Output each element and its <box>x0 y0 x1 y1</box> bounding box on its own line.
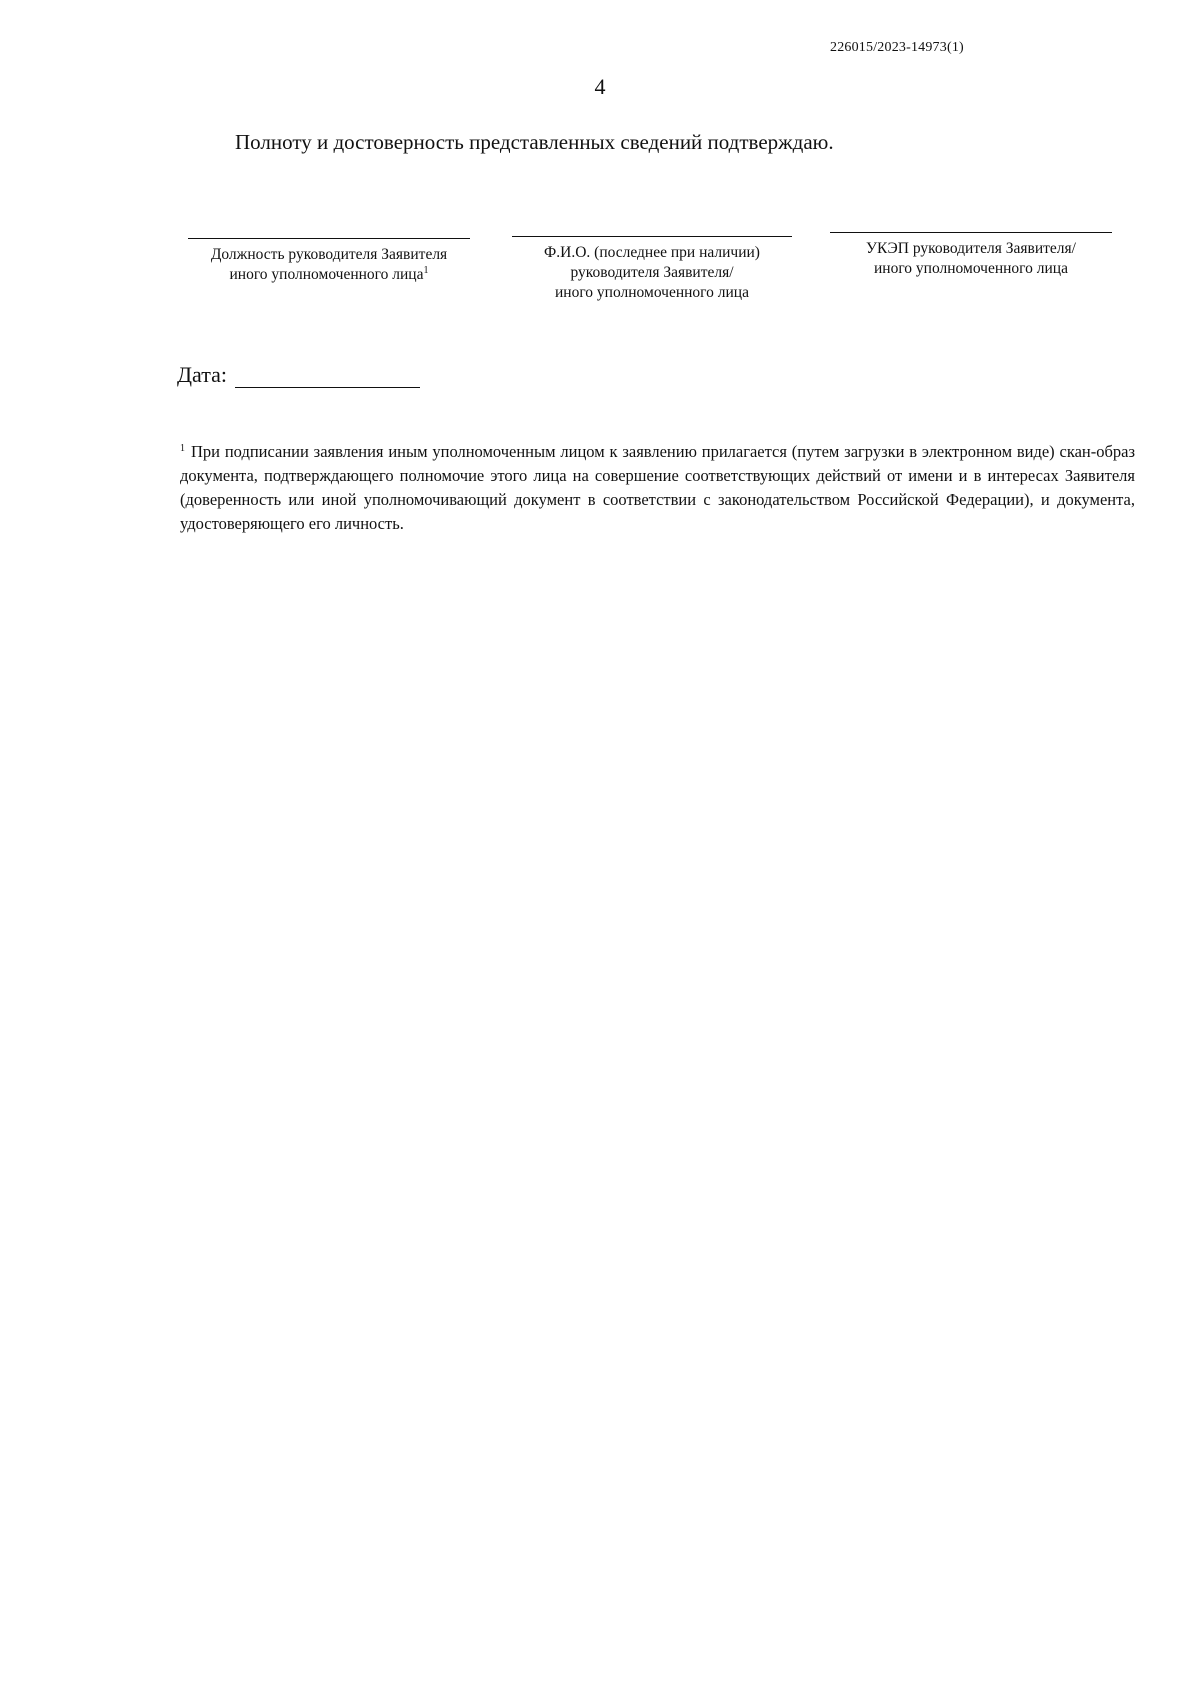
signature-caption-line2: руководителя Заявителя/ <box>570 264 734 281</box>
date-label: Дата: <box>177 362 227 387</box>
signature-block-qualified-e-signature <box>830 232 1112 279</box>
document-registration-number: 226015/2023-14973(1) <box>830 40 964 55</box>
date-row <box>177 362 420 388</box>
signature-caption-line1: УКЭП руководителя Заявителя/ <box>866 240 1076 257</box>
confirmation-statement: Полноту и достоверность представленных сведений подтверждаю. <box>235 130 834 154</box>
signature-caption-line1: Ф.И.О. (последнее при наличии) <box>544 244 760 261</box>
footnote-reference: 1 <box>423 264 429 276</box>
footnote <box>180 440 1135 536</box>
signature-block-position <box>188 238 470 285</box>
signature-caption-line2: иного уполномоченного лица <box>874 260 1068 277</box>
signature-line-e-signature[interactable] <box>830 232 1112 233</box>
signature-caption-line2-text: иного уполномоченного лица <box>229 266 424 283</box>
signature-caption-line2 <box>188 265 470 285</box>
page-number: 4 <box>594 74 606 99</box>
signature-line-position[interactable] <box>188 238 470 239</box>
footnote-text: При подписании заявления иным уполномоченным лицом к заявлению прилагается (путем загрузки в электронном виде) скан-образ документа, подтверждающего полномочие этого лица на совершение соответствующих действий от имени и в интересах Заявителя (доверенность или иной уполномочивающий документ в соответствии с законодательством Российской Федерации), и документа, удостоверяющего его личность. <box>180 442 1135 533</box>
signature-line-full-name[interactable] <box>512 236 792 237</box>
signature-block-full-name <box>512 236 792 303</box>
signature-caption-line3: иного уполномоченного лица <box>555 284 749 301</box>
footnote-marker: 1 <box>180 442 185 454</box>
date-field[interactable] <box>235 365 420 388</box>
signature-caption-line1: Должность руководителя Заявителя <box>210 246 448 263</box>
